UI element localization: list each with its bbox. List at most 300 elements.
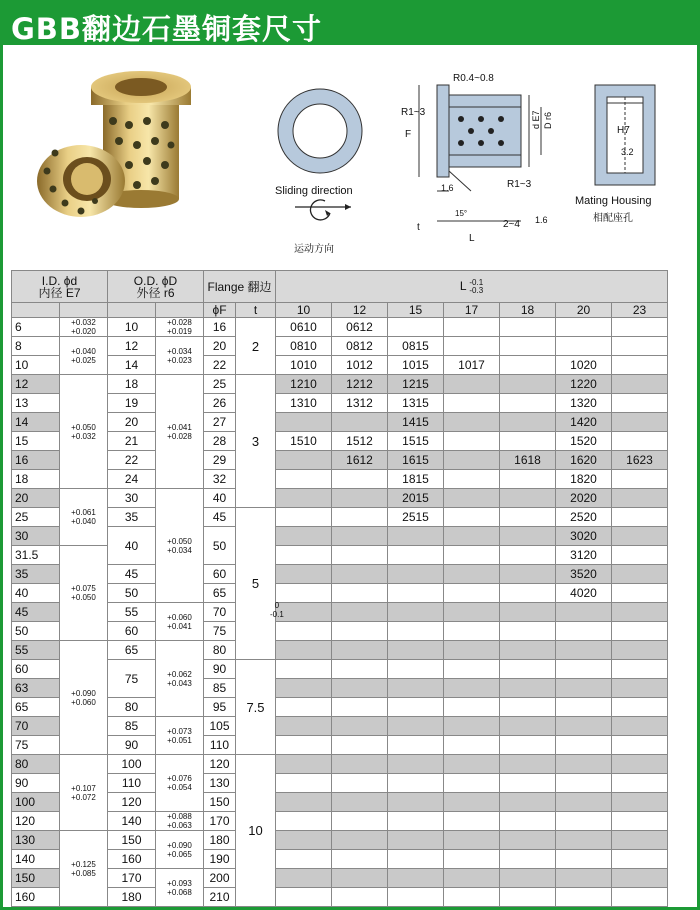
id-tolerance [60,546,108,641]
header-od-value [108,303,156,318]
l-cell: 2515 [388,508,444,527]
l-cell [444,470,500,489]
l-cell: 1815 [388,470,444,489]
l-cell [388,736,444,755]
flange-diameter: 27 [204,413,236,432]
table-row [12,698,668,717]
l-cell [276,641,332,660]
l-cell [332,565,388,584]
flange-diameter: 29 [204,451,236,470]
l-cell: 1512 [332,432,388,451]
l-cell [612,489,668,508]
l-cell [444,565,500,584]
flange-diameter: 110 [204,736,236,755]
l-cell [276,736,332,755]
flange-diameter: 65 [204,584,236,603]
flange-diameter: 75 [204,622,236,641]
id-value: 25 [12,508,60,527]
table-row [12,831,668,850]
dim-t: t [417,222,420,233]
l-cell [556,717,612,736]
l-cell [500,755,556,774]
flange-t-tolerance [270,601,284,619]
od-value: 100 [108,755,156,774]
id-tolerance-lower: +0.050 [71,593,96,602]
header-l-label: L [459,278,467,293]
od-tolerance-lower: +0.065 [167,849,192,859]
l-cell [276,679,332,698]
table-row [12,527,668,546]
l-cell [444,774,500,793]
l-cell [332,603,388,622]
l-cell: 1420 [556,413,612,432]
table-row [12,470,668,489]
l-cell: 1520 [556,432,612,451]
sliding-direction-diagram [265,83,375,253]
l-cell: 4020 [556,584,612,603]
table-row [12,489,668,508]
dim-r13-bottom: R1~3 [507,179,532,190]
l-cell: 2015 [388,489,444,508]
l-cell [332,470,388,489]
l-cell: 0810 [276,337,332,356]
l-cell [332,527,388,546]
l-cell [612,546,668,565]
l-cell [444,432,500,451]
l-cell: 1615 [388,451,444,470]
od-tolerance-upper: +0.076 [167,774,192,783]
l-cell [500,888,556,907]
flange-diameter: 45 [204,508,236,527]
id-value: 75 [12,736,60,755]
id-tolerance-upper: +0.040 [71,346,96,356]
l-cell [444,755,500,774]
flange-diameter: 90 [204,660,236,679]
l-cell [388,527,444,546]
l-cell [444,413,500,432]
header-phif: ϕF [204,303,236,318]
od-value: 22 [108,451,156,470]
id-value: 140 [12,850,60,869]
flange-thickness: 7.5 [236,660,276,755]
l-cell [276,565,332,584]
od-tolerance [156,603,204,641]
id-tolerance-upper: +0.107 [71,783,96,793]
l-cell [444,869,500,888]
l-cell: 3120 [556,546,612,565]
od-value: 45 [108,565,156,584]
l-cell [612,584,668,603]
bushing-photo [25,51,225,226]
table-row [12,717,668,736]
header-od-tol [156,303,204,318]
l-cell [612,755,668,774]
od-tolerance [156,831,204,869]
od-value: 19 [108,394,156,413]
l-cell [332,831,388,850]
flange-diameter: 28 [204,432,236,451]
l-cell [500,489,556,508]
l-cell [556,755,612,774]
l-cell [444,698,500,717]
l-cell [556,641,612,660]
od-tolerance [156,318,204,337]
l-cell [500,470,556,489]
od-tolerance [156,489,204,603]
l-cell [332,641,388,660]
l-cell [332,660,388,679]
l-cell [332,888,388,907]
flange-diameter: 60 [204,565,236,584]
flange-diameter: 170 [204,812,236,831]
dim-15deg: 15° [455,209,468,218]
id-tolerance [60,755,108,831]
id-tolerance-upper: +0.075 [71,584,96,593]
od-value: 150 [108,831,156,850]
table-row [12,641,668,660]
spec-table-body [12,318,668,907]
l-cell [500,793,556,812]
table-row [12,394,668,413]
table-row [12,451,668,470]
flange-diameter: 32 [204,470,236,489]
flange-thickness: 10 [236,755,276,907]
id-tolerance [60,337,108,375]
od-value: 85 [108,717,156,736]
flange-diameter: 85 [204,679,236,698]
header-l-col: 17 [444,303,500,318]
l-cell [444,812,500,831]
l-cell: 1620 [556,451,612,470]
table-row [12,793,668,812]
flange-diameter: 16 [204,318,236,337]
l-cell [276,660,332,679]
table-row [12,888,668,907]
l-cell [388,603,444,622]
l-cell: 1618 [500,451,556,470]
l-cell [612,508,668,527]
od-tolerance-upper: +0.090 [167,840,192,850]
l-cell [332,622,388,641]
l-cell: 1515 [388,432,444,451]
l-cell [388,888,444,907]
l-cell [500,869,556,888]
l-cell [612,470,668,489]
l-cell [444,717,500,736]
id-tolerance-upper: +0.050 [71,422,96,432]
l-cell: 0815 [388,337,444,356]
l-cell [332,736,388,755]
flange-t-tol-upper: 0 [274,601,280,610]
header-od-cn: 外径 r6 [136,285,175,300]
l-cell [612,527,668,546]
flange-diameter: 180 [204,831,236,850]
od-value: 10 [108,318,156,337]
header-id-cn: 内径 E7 [38,285,81,300]
header-flange: Flange 翻边 [204,271,276,303]
od-tolerance-upper: +0.028 [167,318,192,327]
l-cell [612,850,668,869]
l-cell [444,451,500,470]
l-cell [500,812,556,831]
od-tolerance-lower: +0.068 [167,887,192,897]
od-tolerance-upper: +0.073 [167,726,192,736]
dim-24: 2~4 [503,219,520,230]
id-value: 50 [12,622,60,641]
l-cell [276,831,332,850]
header-id-value [12,303,60,318]
id-value: 14 [12,413,60,432]
od-value: 40 [108,527,156,565]
id-tolerance-lower: +0.060 [71,697,96,707]
l-cell [276,584,332,603]
header-l-col: 20 [556,303,612,318]
table-row [12,337,668,356]
l-cell [332,755,388,774]
l-cell [444,793,500,812]
flange-thickness: 2 [236,318,276,375]
l-cell [500,356,556,375]
id-tolerance-upper: +0.032 [71,318,96,327]
l-cell [444,736,500,755]
flange-diameter: 200 [204,869,236,888]
l-cell [444,527,500,546]
l-cell [556,318,612,337]
l-cell [500,603,556,622]
l-cell [500,584,556,603]
header-l-tol-upper: -0.1 [469,277,484,287]
od-value: 120 [108,793,156,812]
id-value: 160 [12,888,60,907]
l-cell [276,470,332,489]
table-row [12,356,668,375]
id-value: 100 [12,793,60,812]
l-cell [388,584,444,603]
od-tolerance-lower: +0.023 [167,355,192,365]
id-value: 13 [12,394,60,413]
table-row [12,850,668,869]
flange-diameter: 22 [204,356,236,375]
od-tolerance [156,375,204,489]
l-cell [500,375,556,394]
od-tolerance-upper: +0.062 [167,669,192,679]
flange-thickness: 5 [236,508,276,660]
l-cell [388,641,444,660]
id-value: 15 [12,432,60,451]
mating-housing-drawing [593,83,657,193]
l-cell [500,717,556,736]
l-cell [332,679,388,698]
l-cell [276,793,332,812]
header-l-col: 18 [500,303,556,318]
id-tolerance-lower: +0.040 [71,517,96,526]
id-value: 8 [12,337,60,356]
l-cell [500,432,556,451]
id-tolerance-upper: +0.125 [71,859,96,869]
l-cell [556,831,612,850]
flange-diameter: 80 [204,641,236,660]
l-cell [388,812,444,831]
l-cell [444,660,500,679]
id-value: 55 [12,641,60,660]
od-tolerance [156,641,204,717]
od-value: 35 [108,508,156,527]
flange-diameter: 120 [204,755,236,774]
l-cell [556,793,612,812]
l-cell [444,508,500,527]
figure-area [3,45,697,267]
l-cell: 1212 [332,375,388,394]
l-cell: 1510 [276,432,332,451]
id-value: 12 [12,375,60,394]
header-od [108,271,204,303]
l-cell [556,812,612,831]
l-cell [500,318,556,337]
l-cell [612,641,668,660]
flange-diameter: 105 [204,717,236,736]
l-cell [276,869,332,888]
id-value: 35 [12,565,60,584]
l-cell: 1623 [612,451,668,470]
id-tolerance [60,831,108,907]
od-value: 30 [108,489,156,508]
flange-diameter: 25 [204,375,236,394]
l-cell [444,641,500,660]
l-cell [332,869,388,888]
l-cell [276,413,332,432]
l-cell: 0812 [332,337,388,356]
id-tolerance-lower: +0.072 [71,792,96,802]
flange-diameter: 50 [204,527,236,565]
od-tolerance-upper: +0.060 [167,612,192,622]
l-cell [444,489,500,508]
l-cell [444,546,500,565]
l-cell [444,850,500,869]
id-value: 31.5 [12,546,60,565]
l-cell [612,394,668,413]
l-cell [276,698,332,717]
l-cell [612,356,668,375]
l-cell [612,660,668,679]
l-cell [612,622,668,641]
l-cell [556,850,612,869]
l-cell [500,394,556,413]
od-value: 20 [108,413,156,432]
l-cell [444,831,500,850]
l-cell: 1415 [388,413,444,432]
dim-16-left: 1.6 [441,183,454,193]
l-cell [444,622,500,641]
header-id-en: I.D. ϕd [41,273,78,288]
l-cell [276,508,332,527]
od-tolerance-lower: +0.043 [167,678,192,688]
id-tolerance-upper: +0.061 [71,508,96,517]
cross-section-drawing [399,61,559,241]
l-cell [612,736,668,755]
sliding-direction-label: Sliding direction [275,185,353,197]
id-tolerance [60,318,108,337]
l-cell [388,679,444,698]
flange-diameter: 95 [204,698,236,717]
table-row [12,774,668,793]
header-id-tol [60,303,108,318]
l-cell: 1210 [276,375,332,394]
od-tolerance-upper: +0.050 [167,536,192,546]
l-cell [276,527,332,546]
l-cell: 3020 [556,527,612,546]
od-value: 55 [108,603,156,622]
od-value: 170 [108,869,156,888]
l-cell [444,394,500,413]
l-cell [500,660,556,679]
l-cell: 1220 [556,375,612,394]
id-value: 18 [12,470,60,489]
id-value: 130 [12,831,60,850]
l-cell: 1010 [276,356,332,375]
l-cell [276,489,332,508]
l-cell [500,641,556,660]
id-tolerance [60,375,108,489]
l-cell [612,888,668,907]
od-tolerance [156,337,204,375]
table-row [12,622,668,641]
od-value: 14 [108,356,156,375]
od-tolerance-lower: +0.051 [167,735,192,745]
l-cell: 1215 [388,375,444,394]
l-cell [612,812,668,831]
id-tolerance-lower: +0.085 [71,868,96,878]
id-tolerance-upper: +0.090 [71,688,96,698]
od-tolerance-lower: +0.054 [167,783,192,792]
od-value: 50 [108,584,156,603]
header-id [12,271,108,303]
od-value: 90 [108,736,156,755]
id-tolerance-lower: +0.020 [71,327,96,336]
l-cell [612,869,668,888]
l-cell: 1820 [556,470,612,489]
od-value: 180 [108,888,156,907]
l-cell [388,660,444,679]
dim-16-right: 1.6 [535,215,548,225]
l-cell [332,546,388,565]
id-value: 80 [12,755,60,774]
table-row [12,432,668,451]
l-cell [556,337,612,356]
l-cell [612,603,668,622]
l-cell: 2020 [556,489,612,508]
od-tolerance-upper: +0.034 [167,346,192,356]
header-l-col: 15 [388,303,444,318]
l-cell [612,413,668,432]
od-tolerance-lower: +0.041 [167,621,192,631]
l-cell [500,698,556,717]
id-value: 120 [12,812,60,831]
l-cell [500,527,556,546]
id-value: 65 [12,698,60,717]
id-value: 6 [12,318,60,337]
l-cell [612,793,668,812]
l-cell [556,603,612,622]
flange-diameter: 70 [204,603,236,622]
l-cell [444,603,500,622]
id-tolerance-lower: +0.025 [71,355,96,365]
table-row [12,508,668,527]
od-value: 65 [108,641,156,660]
id-value: 10 [12,356,60,375]
table-row [12,584,668,603]
table-row [12,318,668,337]
dim-l: L [469,233,475,244]
